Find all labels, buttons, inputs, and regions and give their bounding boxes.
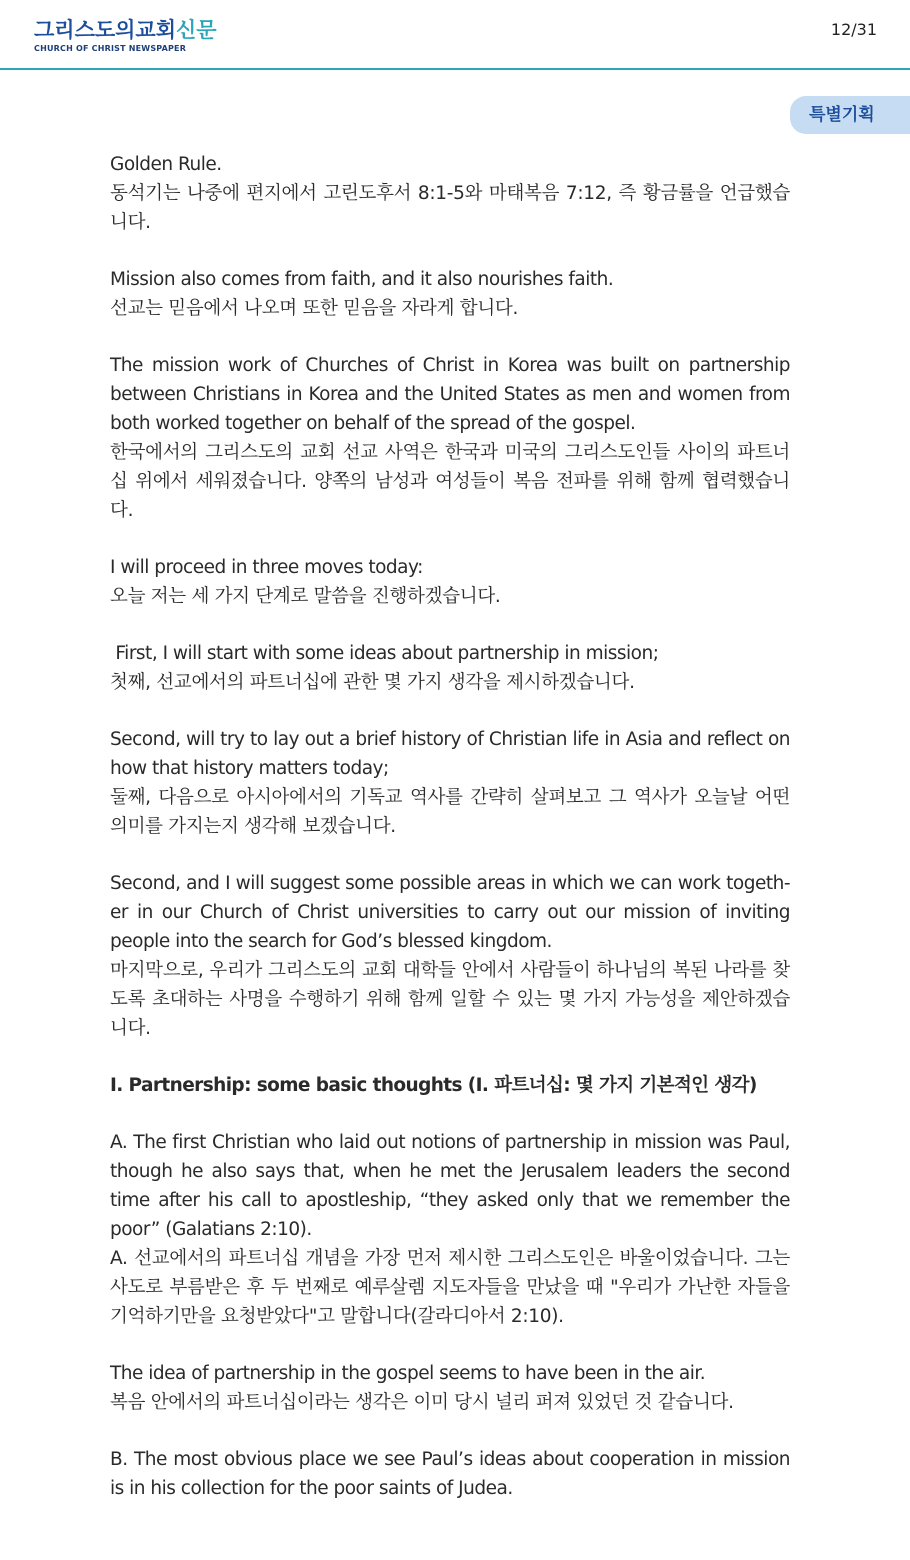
- section-tag: 특별기획: [790, 96, 910, 134]
- paragraph-english: First, I will start with some ideas about partnership in mission;: [110, 643, 659, 664]
- paragraph-korean: 복음 안에서의 파트너십이라는 생각은 이미 당시 널리 퍼져 있었던 것 같습니다.: [110, 1392, 734, 1413]
- paragraph: [110, 351, 790, 525]
- newspaper-logo[interactable]: [34, 18, 217, 53]
- paragraph-english: I will proceed in three moves today:: [110, 557, 423, 578]
- paragraph-korean: 첫째, 선교에서의 파트너십에 관한 몇 가지 생각을 제시하겠습니다.: [110, 672, 635, 693]
- paragraph-english: Second, will try to lay out a brief history of Christian life in Asia and reflect on how that history matters today;: [110, 729, 790, 779]
- logo-title-accent: 신문: [176, 18, 217, 42]
- page-number: 12/31: [830, 20, 877, 39]
- paragraph-korean: 둘째, 다음으로 아시아에서의 기독교 역사를 간략히 살펴보고 그 역사가 오늘날 어떤 의미를 가지는지 생각해 보겠습니다.: [110, 787, 790, 837]
- paragraph-korean: 오늘 저는 세 가지 단계로 말씀을 진행하겠습니다.: [110, 586, 501, 607]
- paragraph-korean: 한국에서의 그리스도의 교회 선교 사역은 한국과 미국의 그리스도인들 사이의 파트너십 위에서 세워졌습니다. 양쪽의 남성과 여성들이 복음 전파를 위해 함께 협력했습니다.: [110, 442, 790, 521]
- section-heading: I. Partnership: some basic thoughts (I. 파트너십: 몇 가지 기본적인 생각): [110, 1075, 757, 1096]
- paragraph-english: Second, and I will suggest some possible areas in which we can work togeth-er in our Church of Christ universities to carry out our mission of inviting people into the search for God’s blessed kingdom.: [110, 873, 790, 952]
- logo-subtitle: CHURCH OF CHRIST NEWSPAPER: [34, 44, 187, 53]
- paragraph: [110, 639, 790, 697]
- paragraph-korean: A. 선교에서의 파트너십 개념을 가장 먼저 제시한 그리스도인은 바울이었습니다. 그는 사도로 부름받은 후 두 번째로 예루살렘 지도자들을 만났을 때 "우리가 가난한 자들을 기억하기만을 요청받았다"고 말합니다(갈라디아서 2:10).: [110, 1248, 790, 1327]
- page-header: [0, 0, 910, 70]
- paragraph: [110, 1128, 790, 1331]
- paragraph: [110, 1359, 790, 1417]
- paragraph-english: The idea of partnership in the gospel seems to have been in the air.: [110, 1363, 706, 1384]
- paragraph-korean: 동석기는 나중에 편지에서 고린도후서 8:1-5와 마태복음 7:12, 즉 황금률을 언급했습니다.: [110, 183, 790, 233]
- paragraph: [110, 553, 790, 611]
- paragraph: [110, 725, 790, 841]
- paragraph: [110, 265, 790, 323]
- paragraph-english: A. The first Christian who laid out notions of partnership in mission was Paul, though he also says that, when he met the Jerusalem leaders the second time after his call to apostleship, “they asked only that we remember the poor” (Galatians 2:10).: [110, 1132, 790, 1240]
- paragraph-english: Golden Rule.: [110, 154, 222, 175]
- paragraph-english: B. The most obvious place we see Paul’s ideas about cooperation in mission is in his collection for the poor saints of Judea.: [110, 1449, 790, 1499]
- paragraph: [110, 150, 790, 237]
- article-body: [110, 150, 790, 1531]
- header-divider: [0, 68, 910, 70]
- paragraph-korean: 선교는 믿음에서 나오며 또한 믿음을 자라게 합니다.: [110, 298, 519, 319]
- logo-title-main: 그리스도의교회: [34, 18, 177, 42]
- paragraph: [110, 1445, 790, 1503]
- paragraph-english: Mission also comes from faith, and it also nourishes faith.: [110, 269, 614, 290]
- paragraph-korean: 마지막으로, 우리가 그리스도의 교회 대학들 안에서 사람들이 하나님의 복된 나라를 찾도록 초대하는 사명을 수행하기 위해 함께 일할 수 있는 몇 가지 가능성을 제안하겠습니다.: [110, 960, 790, 1039]
- logo-title: [34, 18, 217, 42]
- paragraph-english: The mission work of Churches of Christ in Korea was built on partnership between Christians in Korea and the United States as men and women from both worked together on behalf of the spread of the gospel.: [110, 355, 790, 434]
- paragraph: [110, 869, 790, 1043]
